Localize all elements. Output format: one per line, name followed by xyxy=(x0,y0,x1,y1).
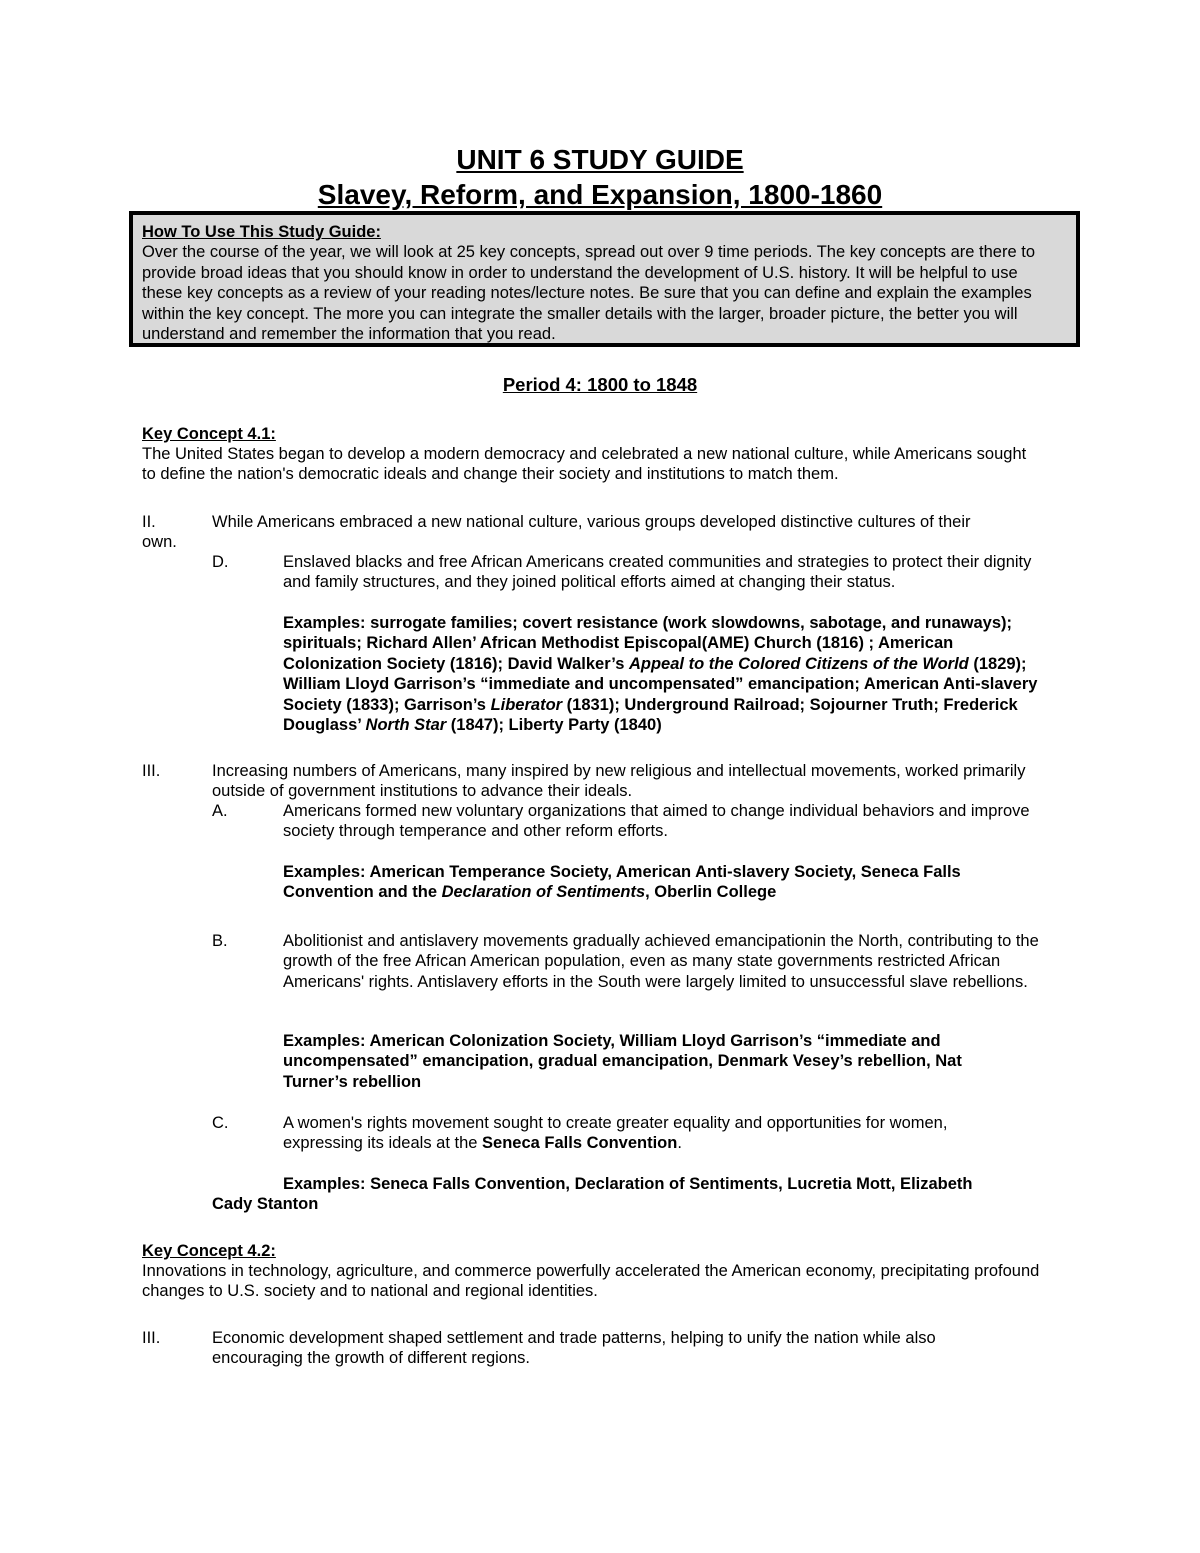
section-ii-wrap: own. xyxy=(142,533,177,551)
examples-italic-title: Appeal to the Colored Citizens of the World xyxy=(628,654,969,673)
examples-text: (1829); William Lloyd Garrison’s “immediate and uncompensated” emancipation; American Anti-slavery Society (1833); Garrison’s xyxy=(283,654,1038,714)
section-ii-numeral: II. xyxy=(142,513,156,531)
examples-text: , Oberlin College xyxy=(645,883,777,902)
examples-italic-title: Liberator xyxy=(490,695,563,714)
instructions-body: Over the course of the year, we will look at 25 key concepts, spread out over 9 time periods. The key concepts are there to provide broad ideas that you should know in order to understand the development of U.S. history. It will be helpful to use these key concepts as a review of your reading notes/lecture notes. Be sure that you can define and explain the examples within the key concept. The more you can integrate the smaller details with the larger, broader picture, the better you will understand and remember the information that you read. xyxy=(142,243,1035,344)
key-concept-4-1-heading: Key Concept 4.1: xyxy=(142,425,276,443)
examples-italic-title: North Star xyxy=(365,716,447,735)
section-iii-b-numeral: III. xyxy=(142,1329,161,1347)
section-iii-c-letter: C. xyxy=(212,1114,229,1132)
section-iii-numeral: III. xyxy=(142,762,161,780)
key-concept-4-2-heading: Key Concept 4.2: xyxy=(142,1242,276,1260)
examples-text: (1847); Liberty Party (1840) xyxy=(446,716,662,735)
section-ii-text: While Americans embraced a new national culture, various groups developed distinctive cultures of their xyxy=(212,513,971,531)
section-iii-c-text-bold: Seneca Falls Convention xyxy=(482,1134,678,1153)
section-iii-b-examples: Examples: American Colonization Society, William Lloyd Garrison’s “immediate and uncompensated” emancipation, gradual emancipation, Denmark Vesey’s rebellion, Nat Turner’s rebellion xyxy=(283,1032,962,1091)
examples-text: (1831); Underground Railroad; Sojourner Truth; Frederick Douglass’ xyxy=(283,695,1018,735)
section-iii-a-examples xyxy=(283,862,1033,903)
key-concept-4-2-text: Innovations in technology, agriculture, and commerce powerfully accelerated the American economy, precipitating profound changes to U.S. society and to national and regional identities. xyxy=(142,1262,1040,1301)
section-iii-b2-text: Economic development shaped settlement and trade patterns, helping to unify the nation while also encouraging the growth of different regions. xyxy=(212,1329,936,1368)
section-ii-d-examples xyxy=(283,613,1053,735)
page-title: UNIT 6 STUDY GUIDE xyxy=(456,144,744,175)
instructions-heading: How To Use This Study Guide: xyxy=(142,223,381,241)
period-heading: Period 4: 1800 to 1848 xyxy=(502,374,698,395)
section-iii-b-text: Abolitionist and antislavery movements gradually achieved emancipationin the North, contributing to the growth of the free African American population, even as many state governments restricted African Americans' rights. Antislavery efforts in the South were largely limited to unsuccessful slave rebellions. xyxy=(283,932,1039,991)
section-iii-a-letter: A. xyxy=(212,802,228,820)
examples-text: Examples: American Temperance Society, American Anti-slavery Society, Seneca Falls Convention and the xyxy=(283,863,961,902)
section-ii-d-text: Enslaved blacks and free African Americans created communities and strategies to protect their dignity and family structures, and they joined political efforts aimed at changing their status. xyxy=(283,553,1032,592)
key-concept-4-1-text: The United States began to develop a modern democracy and celebrated a new national culture, while Americans sought to define the nation's democratic ideals and change their society and institutions to match them. xyxy=(142,445,1027,484)
instructions-box xyxy=(129,211,1080,347)
section-iii-c-text-part: . xyxy=(677,1134,682,1153)
section-iii-b-letter: B. xyxy=(212,932,228,950)
examples-text: Examples: surrogate families; covert resistance (work slowdowns, sabotage, and runaways); spirituals; Richard Allen’ African Methodist Episcopal(AME) Church (1816) ; American Colonization Society (1816); David Walker’s xyxy=(283,614,1012,673)
section-iii-a-text: Americans formed new voluntary organizations that aimed to change individual behaviors and improve society through temperance and other reform efforts. xyxy=(283,802,1030,841)
section-iii-c-examples-wrap: Cady Stanton xyxy=(212,1195,319,1213)
section-iii-c-text xyxy=(283,1113,1023,1154)
examples-italic-title: Declaration of Sentiments xyxy=(441,883,646,902)
section-iii-text: Increasing numbers of Americans, many inspired by new religious and intellectual movements, worked primarily outside of government institutions to advance their ideals. xyxy=(212,762,1026,801)
section-iii-c-text-part: A women's rights movement sought to create greater equality and opportunities for women, expressing its ideals at the xyxy=(283,1114,948,1153)
section-iii-c-examples: Examples: Seneca Falls Convention, Declaration of Sentiments, Lucretia Mott, Elizabeth xyxy=(283,1175,973,1193)
section-ii-d-letter: D. xyxy=(212,553,229,571)
page-subtitle: Slavey, Reform, and Expansion, 1800-1860 xyxy=(317,179,883,210)
